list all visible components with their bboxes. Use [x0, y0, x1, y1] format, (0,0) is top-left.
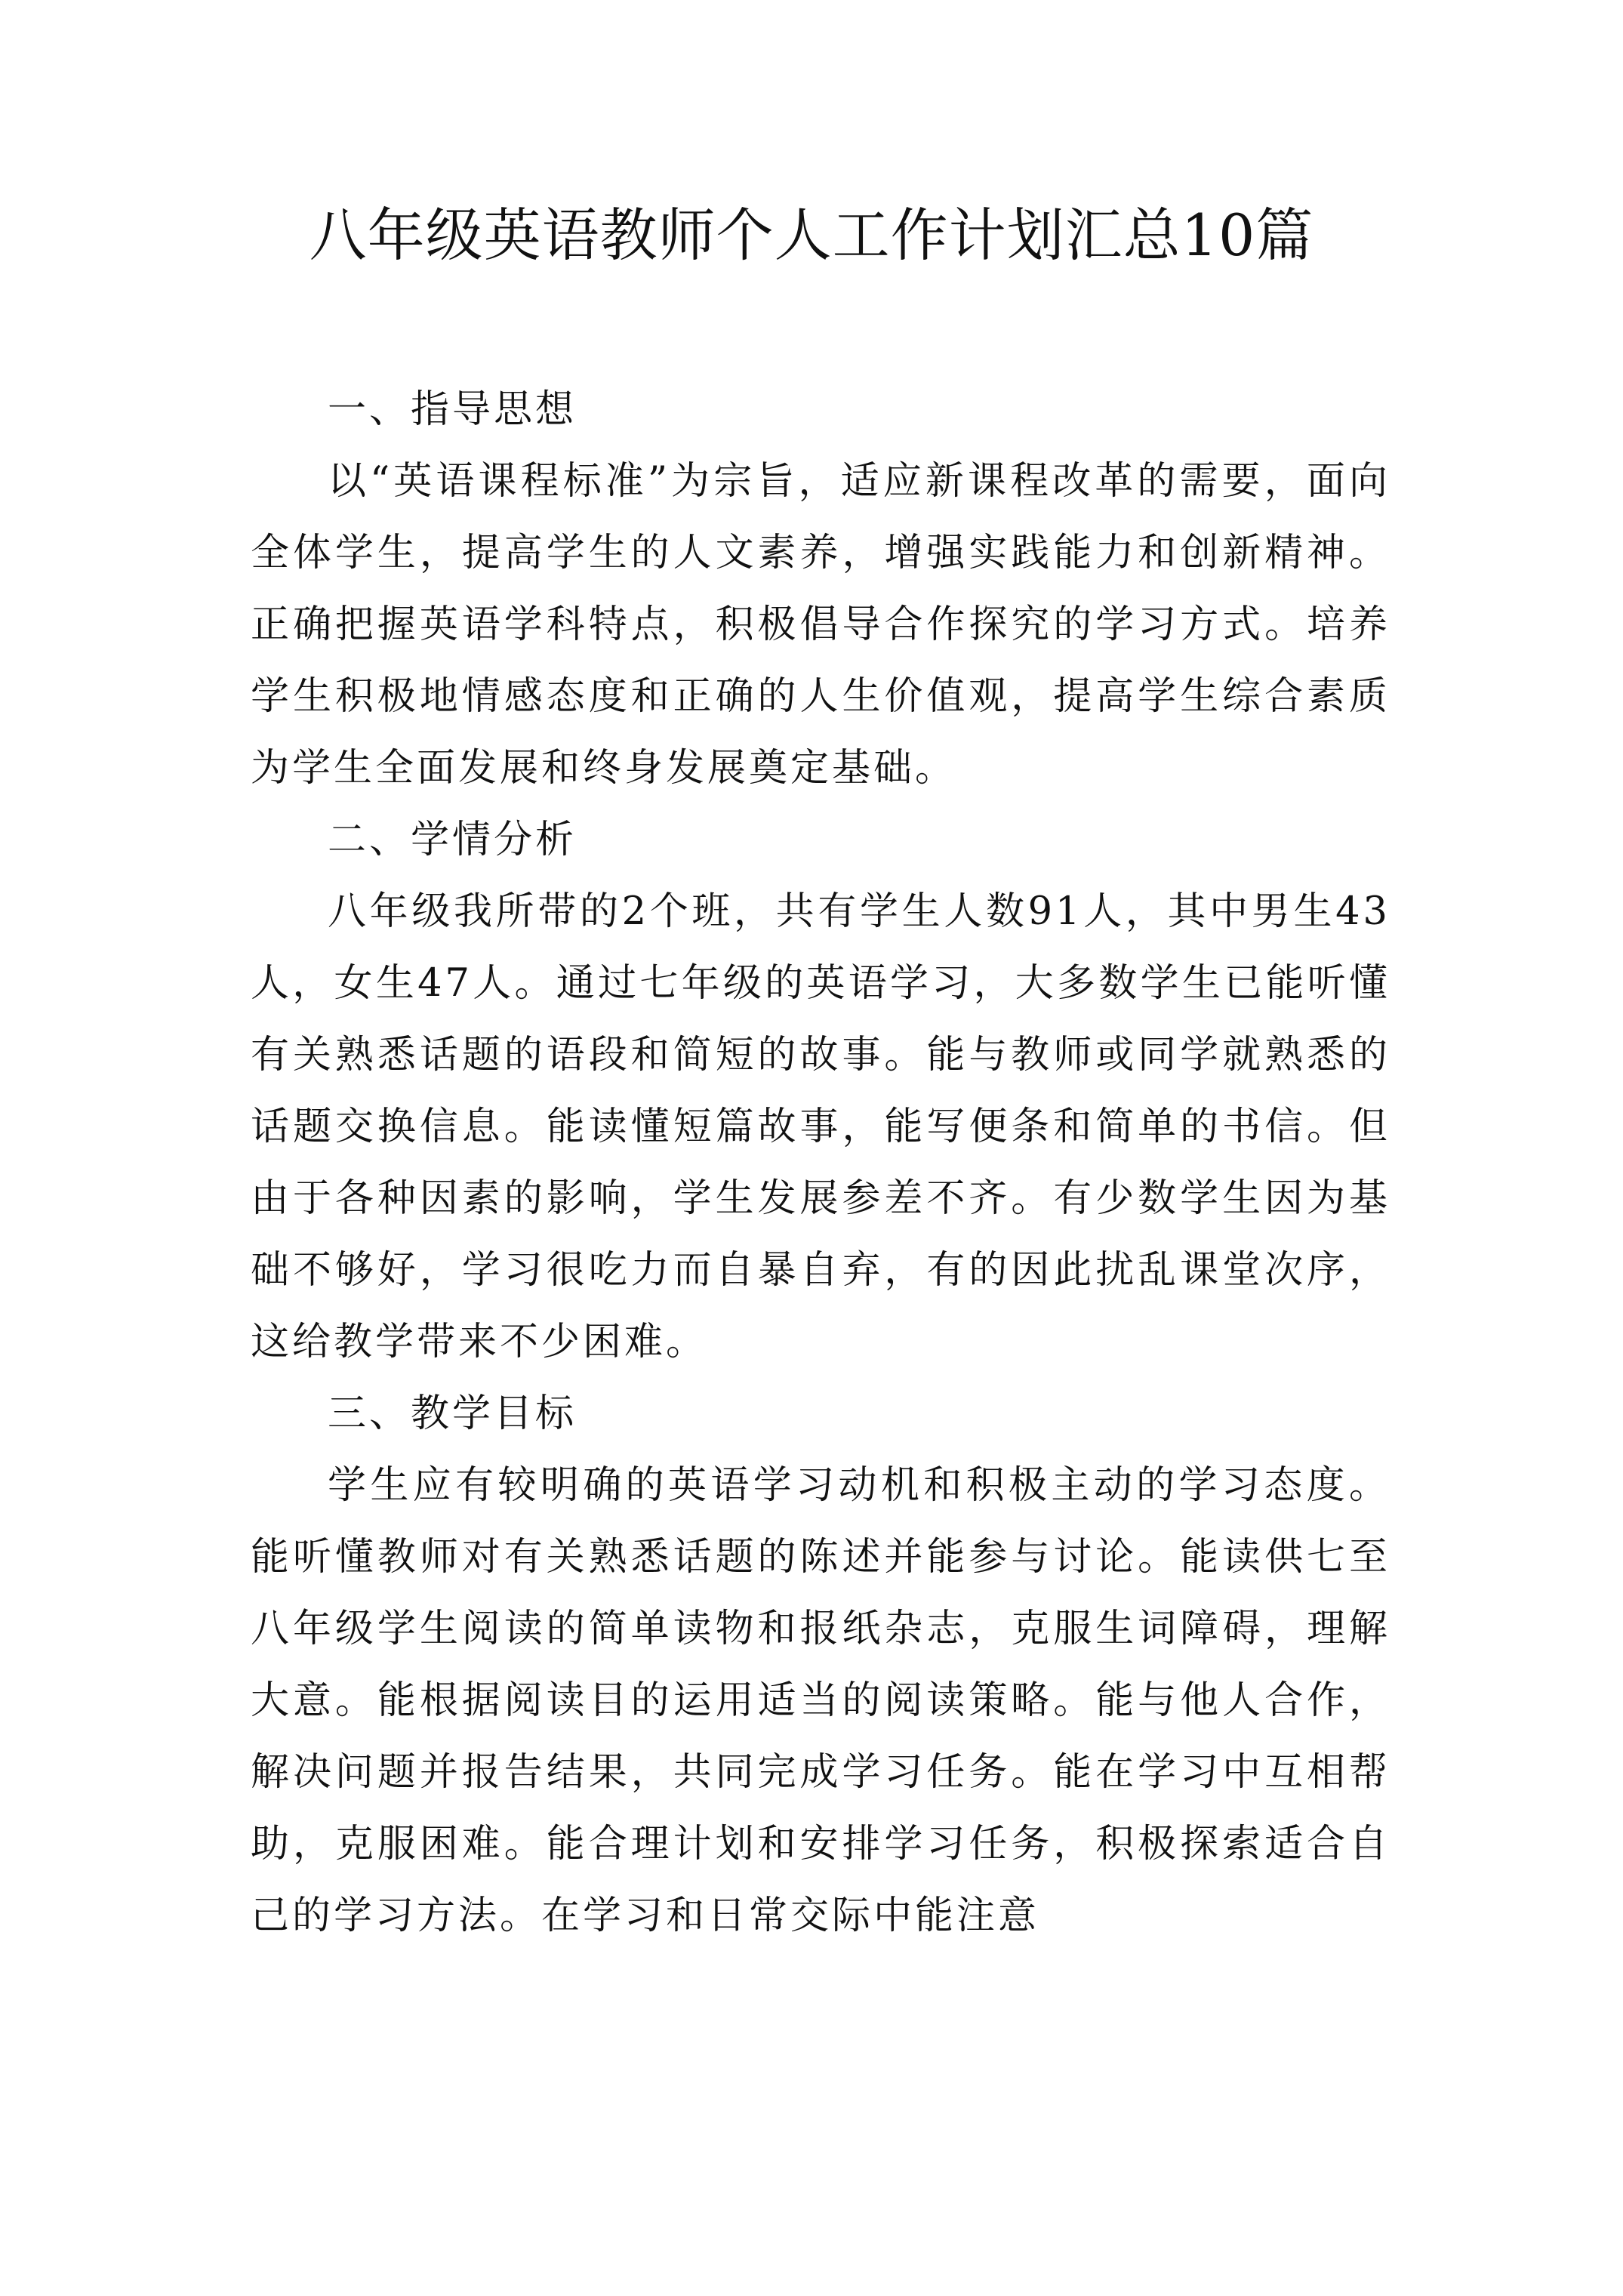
- section-heading-teaching-goals: 三、教学目标: [328, 1391, 577, 1436]
- document-title: 八年级英语教师个人工作计划汇总10篇: [309, 202, 1314, 269]
- section-heading-student-analysis: 二、学情分析: [328, 818, 577, 862]
- section-paragraph-guiding-thought: 以“英语课程标准”为宗旨，适应新课程改革的需要，面向全体学生，提高学生的人文素养，增强实践能力和创新精神。正确把握英语学科特点，积极倡导合作探究的学习方式。培养学生积极地情感态度和正确的人生价值观，提高学生综合素质为学生全面发展和终身发展奠定基础。: [251, 459, 1390, 791]
- section-paragraph-teaching-goals: 学生应有较明确的英语学习动机和积极主动的学习态度。能听懂教师对有关熟悉话题的陈述并能参与讨论。能读供七至八年级学生阅读的简单读物和报纸杂志，克服生词障碍，理解大意。能根据阅读目的运用适当的阅读策略。能与他人合作，解决问题并报告结果，共同完成学习任务。能在学习中互相帮助，克服困难。能合理计划和安排学习任务，积极探索适合自己的学习方法。在学习和日常交际中能注意: [251, 1463, 1390, 1938]
- document-body: [251, 374, 1390, 1952]
- section-paragraph-student-analysis: 八年级我所带的2个班，共有学生人数91人，其中男生43人，女生47人。通过七年级的英语学习，大多数学生已能听懂有关熟悉话题的语段和简短的故事。能与教师或同学就熟悉的话题交换信息。能读懂短篇故事，能写便条和简单的书信。但由于各种因素的影响，学生发展参差不齐。有少数学生因为基础不够好，学习很吃力而自暴自弃，有的因此扰乱课堂次序，这给教学带来不少困难。: [251, 889, 1390, 1364]
- section-heading-guiding-thought: 一、指导思想: [328, 387, 577, 432]
